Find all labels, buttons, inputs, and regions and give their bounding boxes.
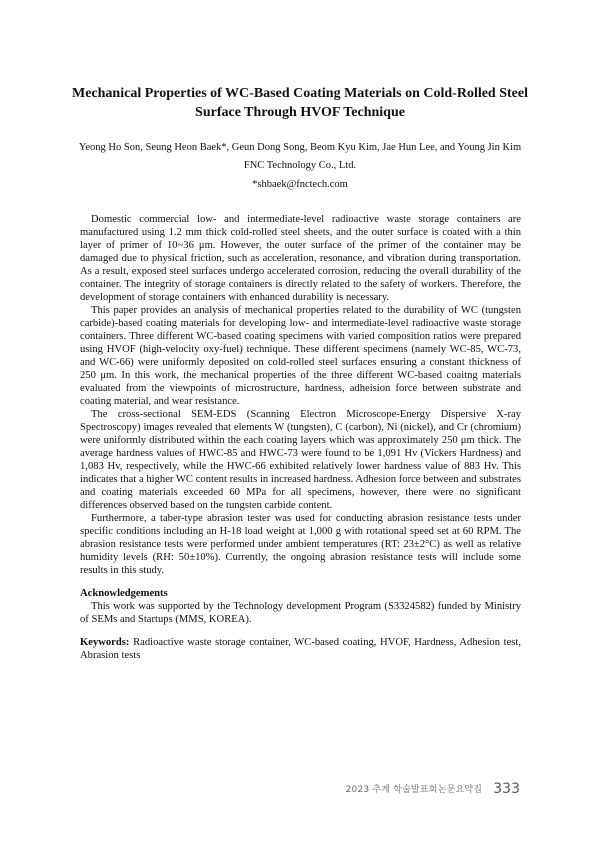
conference-name: 2023 추계 학술발표회논문요약집 bbox=[345, 785, 483, 795]
abstract-paragraph-2: This paper provides an analysis of mechanical properties related to the durability of WC (tungsten carbide)-based coating materials for developing low- and intermediate-level radioactive waste storage containers. Three different WC-based coating specimens with varied composition ratios were prepared using HVOF (high-velocity oxy-fuel) technique. These different specimens (namely WC-85, WC-73, and WC-66) were uniformly deposited on cold-rolled steel surfaces ensuring a constant thickness of 250 μm. In this work, the mechanical properties of the three different WC-based coaitng materials evaluated from the viewpoints of microstructure, hardness, adheision force between substrate and coating material, and wear resistance. bbox=[80, 305, 521, 407]
acknowledgements-heading: Acknowledgements bbox=[80, 588, 168, 599]
keywords-text: Radioactive waste storage container, WC-based coating, HVOF, Hardness, Adhesion test, Abrasion tests bbox=[80, 637, 521, 661]
keywords-label: Keywords: bbox=[80, 637, 130, 648]
page-footer bbox=[346, 778, 520, 797]
abstract-paragraph-1: Domestic commercial low- and intermediate-level radioactive waste storage containers are manufactured using 1.2 mm thick cold-rolled steel sheets, and the outer surface is coated with a thin layer of primer of 10~36 μm. However, the outer surface of the primer of the container may be damaged due to physical friction, such as acceleration, resonance, and vibration during transportation. As a result, exposed steel surfaces undergo accelerated corrosion, reducing the overall durability of the container. The integrity of storage containers is directly related to the safety of workers. Therefore, the development of storage containers with enhanced durability is necessary. bbox=[80, 214, 521, 303]
keywords-line bbox=[80, 636, 521, 662]
author-list: Yeong Ho Son, Seung Heon Baek*, Geun Dong Song, Beom Kyu Kim, Jae Hun Lee, and Young Jin Kim bbox=[78, 142, 522, 153]
abstract-body bbox=[80, 213, 521, 662]
paper-title: Mechanical Properties of WC-Based Coating Materials on Cold-Rolled Steel Surface Through HVOF Technique bbox=[72, 86, 528, 120]
abstract-paragraph-4: Furthermore, a taber-type abrasion tester was used for conducting abrasion resistance tests under specific conditions including an H-18 load weight at 1,000 g with rotational speed set at 60 RPM. The abrasion resistance tests were performed under ambient temperatures (RT: 23±2°C) as well as relative humidity levels (RH: 50±10%). Currently, the ongoing abrasion resistance tests will include some results in this study. bbox=[80, 513, 521, 576]
acknowledgements-text: This work was supported by the Technology development Program (S3324582) funded by Ministry of SEMs and Startups (MMS, KOREA). bbox=[80, 601, 521, 625]
abstract-paragraph-3: The cross-sectional SEM-EDS (Scanning Electron Microscope-Energy Dispersive X-ray Spectroscopy) images revealed that elements W (tungsten), C (carbon), Ni (nickel), and Cr (chromium) were uniformly distributed within the each coating layers which was approximately 250 μm thick. The average hardness values of HWC-85 and HWC-73 were found to be 1,091 Hv (Vickers Hardness) and 1,083 Hv, respectively, while the HWC-66 exhibited relatively lower hardness value of 883 Hv. This indicates that a higher WC content results in increased hardness. Adhesion force between and substrates and coating materials exceeded 60 MPa for all specimens, however, there were no significant differences observed based on the tungsten carbide content. bbox=[80, 409, 521, 511]
affiliation: FNC Technology Co., Ltd. bbox=[243, 160, 357, 171]
page-number: 333 bbox=[493, 780, 520, 797]
corresponding-email: *shbaek@fnctech.com bbox=[252, 179, 348, 190]
